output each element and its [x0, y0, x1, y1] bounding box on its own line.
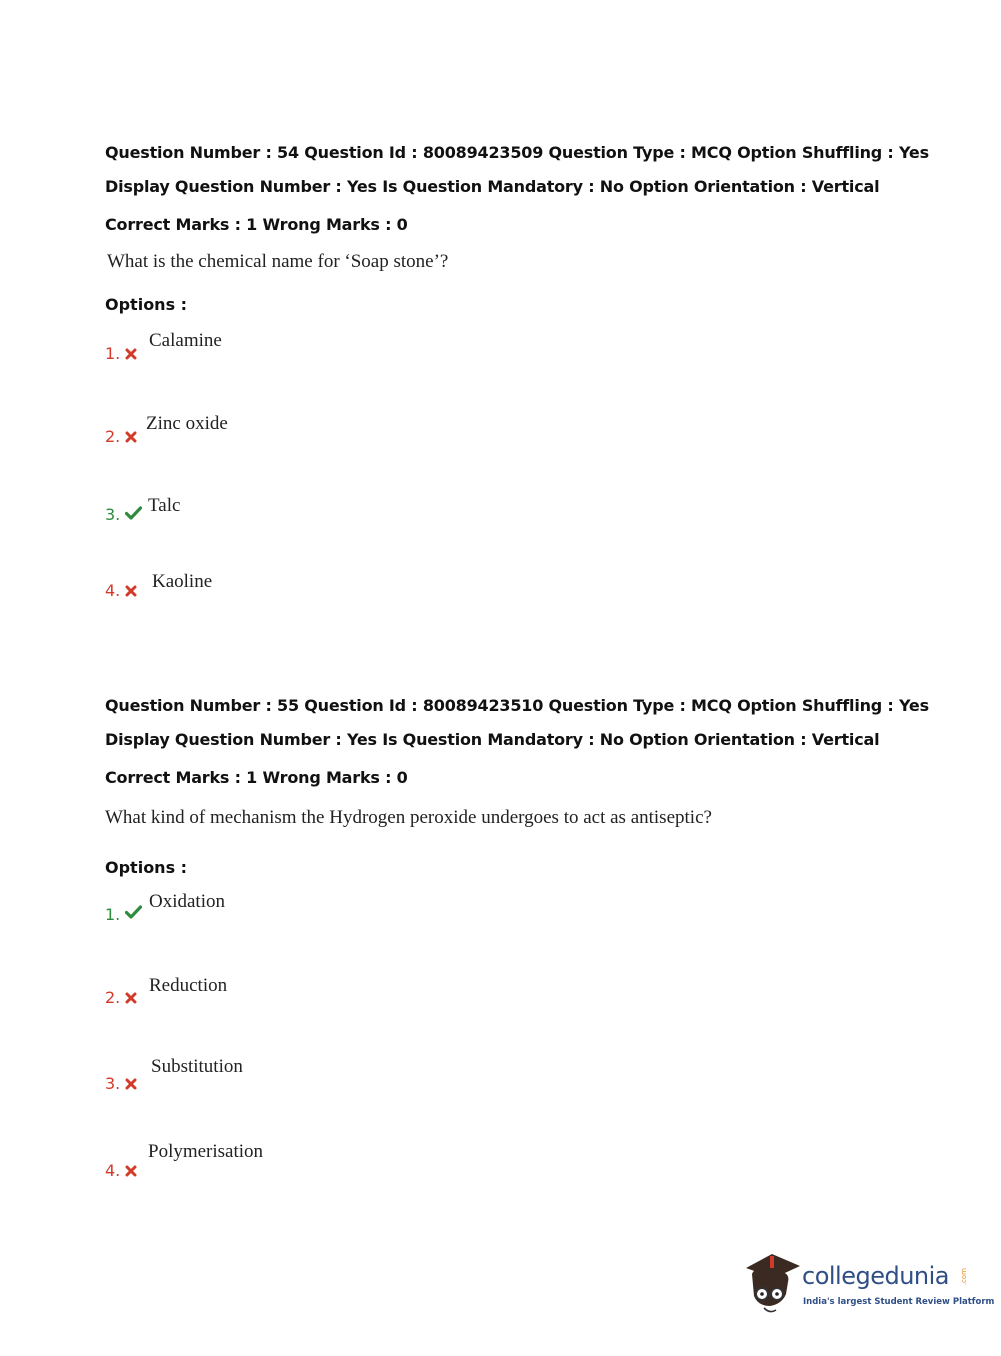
option-number: 2.	[105, 988, 121, 1007]
option-item	[105, 975, 505, 1015]
option-number: 1.	[105, 344, 121, 363]
cross-icon	[125, 582, 137, 601]
option-label: Zinc oxide	[146, 413, 228, 434]
option-item	[105, 330, 505, 370]
option-label: Calamine	[149, 330, 222, 351]
cross-icon	[125, 1162, 137, 1181]
cross-icon	[125, 345, 137, 364]
option-label: Talc	[148, 495, 181, 516]
option-item	[105, 891, 505, 931]
option-label: Substitution	[151, 1056, 243, 1077]
options-heading: Options :	[105, 858, 188, 877]
question-text: What kind of mechanism the Hydrogen peroxide undergoes to act as antiseptic?	[105, 807, 712, 828]
question-meta-line: Question Number : 55 Question Id : 80089423510 Question Type : MCQ Option Shuffling : Yes	[105, 696, 929, 715]
option-label: Reduction	[149, 975, 228, 996]
question-marks-line: Correct Marks : 1 Wrong Marks : 0	[105, 768, 408, 787]
option-label: Polymerisation	[148, 1141, 264, 1162]
question-marks-line: Correct Marks : 1 Wrong Marks : 0	[105, 215, 408, 234]
cross-icon	[125, 989, 137, 1008]
brand-name: collegedunia	[802, 1262, 950, 1290]
brand-suffix: .com	[960, 1268, 968, 1286]
cross-icon	[125, 428, 137, 447]
check-icon	[125, 505, 142, 524]
option-label: Oxidation	[149, 891, 225, 912]
question-block	[105, 693, 965, 1193]
cross-icon	[125, 1075, 137, 1094]
question-block	[105, 140, 965, 620]
question-meta-line: Display Question Number : Yes Is Question Mandatory : No Option Orientation : Vertical	[105, 730, 880, 749]
question-meta-line: Display Question Number : Yes Is Question Mandatory : No Option Orientation : Vertical	[105, 177, 880, 196]
collegedunia-logo	[742, 1248, 995, 1318]
option-label: Kaoline	[152, 571, 213, 592]
option-number: 4.	[105, 581, 121, 600]
options-heading: Options :	[105, 295, 188, 314]
option-number: 4.	[105, 1161, 121, 1180]
question-meta-line: Question Number : 54 Question Id : 80089423509 Question Type : MCQ Option Shuffling : Yes	[105, 143, 929, 162]
brand-tagline: India's largest Student Review Platform	[803, 1297, 995, 1307]
option-number: 2.	[105, 427, 121, 446]
option-item	[105, 1141, 505, 1181]
check-icon	[125, 904, 142, 923]
option-item	[105, 1056, 505, 1096]
question-text: What is the chemical name for ‘Soap stone’?	[107, 251, 449, 272]
option-item	[105, 571, 505, 611]
option-item	[105, 413, 505, 453]
option-number: 1.	[105, 905, 121, 924]
option-number: 3.	[105, 505, 121, 524]
option-number: 3.	[105, 1074, 121, 1093]
mascot-icon	[742, 1250, 802, 1320]
option-item	[105, 495, 505, 535]
